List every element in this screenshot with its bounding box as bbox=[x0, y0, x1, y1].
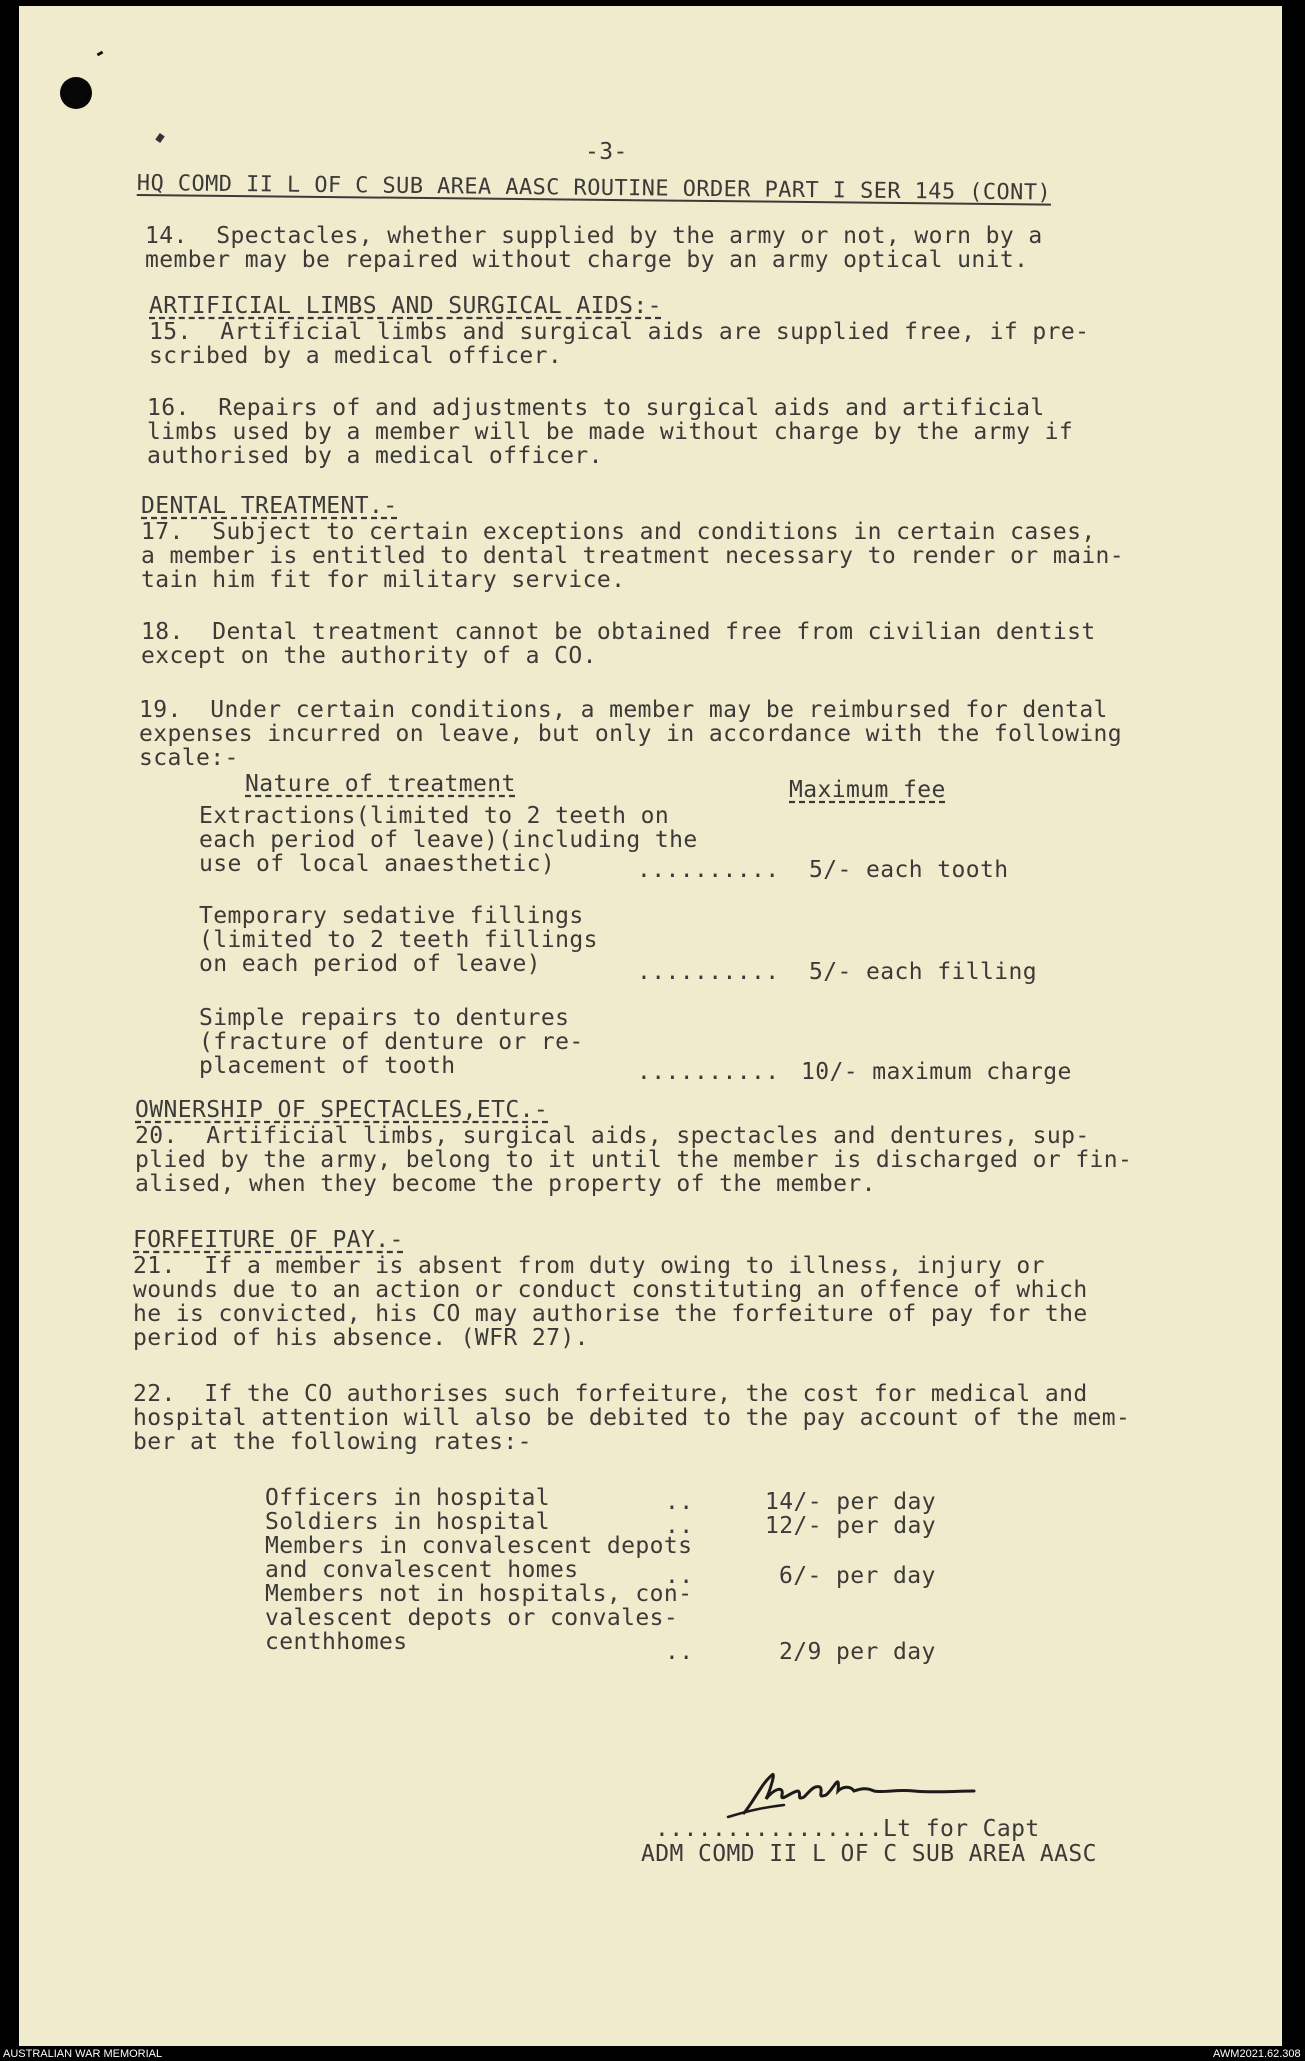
heading-ownership: OWNERSHIP OF SPECTACLES,ETC.- bbox=[135, 1097, 549, 1123]
rate-label-4: and convalescent homes bbox=[265, 1557, 579, 1583]
heading-dental-treatment: DENTAL TREATMENT.- bbox=[141, 493, 398, 519]
fee-row-1-fee: 5/- each tooth bbox=[809, 857, 1009, 883]
rate-label-6: valescent depots or convales- bbox=[265, 1605, 679, 1631]
paper-mark bbox=[97, 51, 104, 57]
rate-dots-1: .. bbox=[665, 1489, 694, 1515]
document-page bbox=[19, 6, 1282, 2046]
fee-row-1-dots: .......... bbox=[637, 857, 780, 883]
para-15-line-1: 15. Artificial limbs and surgical aids are supplied free, if pre- bbox=[149, 319, 1090, 345]
handwritten-signature bbox=[724, 1761, 1004, 1821]
rate-label-1: Officers in hospital bbox=[265, 1485, 550, 1511]
rate-value-3: 6/- per day bbox=[779, 1563, 936, 1589]
para-15-line-2: scribed by a medical officer. bbox=[149, 343, 563, 369]
para-22-line-2: hospital attention will also be debited to the pay account of the mem- bbox=[133, 1405, 1131, 1431]
punch-hole bbox=[60, 77, 92, 109]
para-19-line-2: expenses incurred on leave, but only in accordance with the following bbox=[139, 721, 1123, 747]
fee-row-3-dots: .......... bbox=[637, 1059, 780, 1085]
footer-credit: AUSTRALIAN WAR MEMORIAL bbox=[3, 2048, 163, 2060]
para-19-line-1: 19. Under certain conditions, a member may be reimbursed for dental bbox=[139, 697, 1108, 723]
para-17-line-3: tain him fit for military service. bbox=[141, 567, 626, 593]
para-16-line-3: authorised by a medical officer. bbox=[147, 443, 603, 469]
signoff-unit: ADM COMD II L OF C SUB AREA AASC bbox=[641, 1841, 1097, 1867]
para-16-line-1: 16. Repairs of and adjustments to surgical aids and artificial bbox=[147, 395, 1045, 421]
fee-row-1-line-2: each period of leave)(including the bbox=[199, 827, 698, 853]
para-20-line-2: plied by the army, belong to it until the member is discharged or fin- bbox=[135, 1147, 1133, 1173]
para-17-line-2: a member is entitled to dental treatment necessary to render or main- bbox=[141, 543, 1125, 569]
rate-label-3: Members in convalescent depots bbox=[265, 1533, 693, 1559]
fee-row-1-line-3: use of local anaesthetic) bbox=[199, 851, 556, 877]
paper-mark bbox=[155, 133, 165, 143]
fee-row-2-dots: .......... bbox=[637, 959, 780, 985]
rate-label-5: Members not in hospitals, con- bbox=[265, 1581, 693, 1607]
fee-row-2-line-2: (limited to 2 teeth fillings bbox=[199, 927, 598, 953]
rate-value-4: 2/9 per day bbox=[779, 1639, 936, 1665]
fee-row-3-line-2: (fracture of denture or re- bbox=[199, 1029, 584, 1055]
para-21-line-3: he is convicted, his CO may authorise the forfeiture of pay for the bbox=[133, 1301, 1088, 1327]
para-14-line-2: member may be repaired without charge by an army optical unit. bbox=[145, 247, 1029, 273]
para-18-line-2: except on the authority of a CO. bbox=[141, 643, 597, 669]
para-21-line-1: 21. If a member is absent from duty owing to illness, injury or bbox=[133, 1253, 1045, 1279]
fee-table-header-treatment: Nature of treatment bbox=[245, 771, 516, 797]
fee-row-3-line-1: Simple repairs to dentures bbox=[199, 1005, 570, 1031]
para-21-line-2: wounds due to an action or conduct constituting an offence of which bbox=[133, 1277, 1088, 1303]
para-17-line-1: 17. Subject to certain exceptions and conditions in certain cases, bbox=[141, 519, 1096, 545]
para-19-line-3: scale:- bbox=[139, 745, 239, 771]
footer-accession: AWM2021.62.308 bbox=[1213, 2048, 1301, 2060]
signoff-line: ................Lt for Capt bbox=[655, 1816, 1040, 1842]
rate-label-2: Soldiers in hospital bbox=[265, 1509, 550, 1535]
para-22-line-3: ber at the following rates:- bbox=[133, 1429, 532, 1455]
fee-row-2-line-3: on each period of leave) bbox=[199, 951, 541, 977]
fee-row-3-line-3: placement of tooth bbox=[199, 1053, 456, 1079]
para-14-line-1: 14. Spectacles, whether supplied by the army or not, worn by a bbox=[145, 223, 1043, 249]
rate-dots-3: .. bbox=[665, 1563, 694, 1589]
page-number: -3- bbox=[585, 139, 628, 165]
para-16-line-2: limbs used by a member will be made without charge by the army if bbox=[147, 419, 1074, 445]
para-20-line-1: 20. Artificial limbs, surgical aids, spectacles and dentures, sup- bbox=[135, 1123, 1090, 1149]
fee-table-header-max-fee: Maximum fee bbox=[789, 777, 946, 803]
heading-forfeiture: FORFEITURE OF PAY.- bbox=[133, 1227, 404, 1253]
fee-row-2-line-1: Temporary sedative fillings bbox=[199, 903, 584, 929]
para-18-line-1: 18. Dental treatment cannot be obtained free from civilian dentist bbox=[141, 619, 1096, 645]
rate-dots-4: .. bbox=[665, 1639, 694, 1665]
para-22-line-1: 22. If the CO authorises such forfeiture, the cost for medical and bbox=[133, 1381, 1088, 1407]
rate-value-2: 12/- per day bbox=[765, 1513, 936, 1539]
rate-value-1: 14/- per day bbox=[765, 1489, 936, 1515]
fee-row-1-line-1: Extractions(limited to 2 teeth on bbox=[199, 803, 670, 829]
para-21-line-4: period of his absence. (WFR 27). bbox=[133, 1325, 589, 1351]
order-header: HQ COMD II L OF C SUB AREA AASC ROUTINE ORDER PART I SER 145 (CONT) bbox=[136, 171, 1052, 206]
rate-label-7: centhhomes bbox=[265, 1629, 408, 1655]
heading-artificial-limbs: ARTIFICIAL LIMBS AND SURGICAL AIDS:- bbox=[149, 293, 662, 319]
fee-row-3-fee: 10/- maximum charge bbox=[801, 1059, 1072, 1085]
para-20-line-3: alised, when they become the property of the member. bbox=[135, 1171, 876, 1197]
rate-dots-2: .. bbox=[665, 1513, 694, 1539]
fee-row-2-fee: 5/- each filling bbox=[809, 959, 1037, 985]
